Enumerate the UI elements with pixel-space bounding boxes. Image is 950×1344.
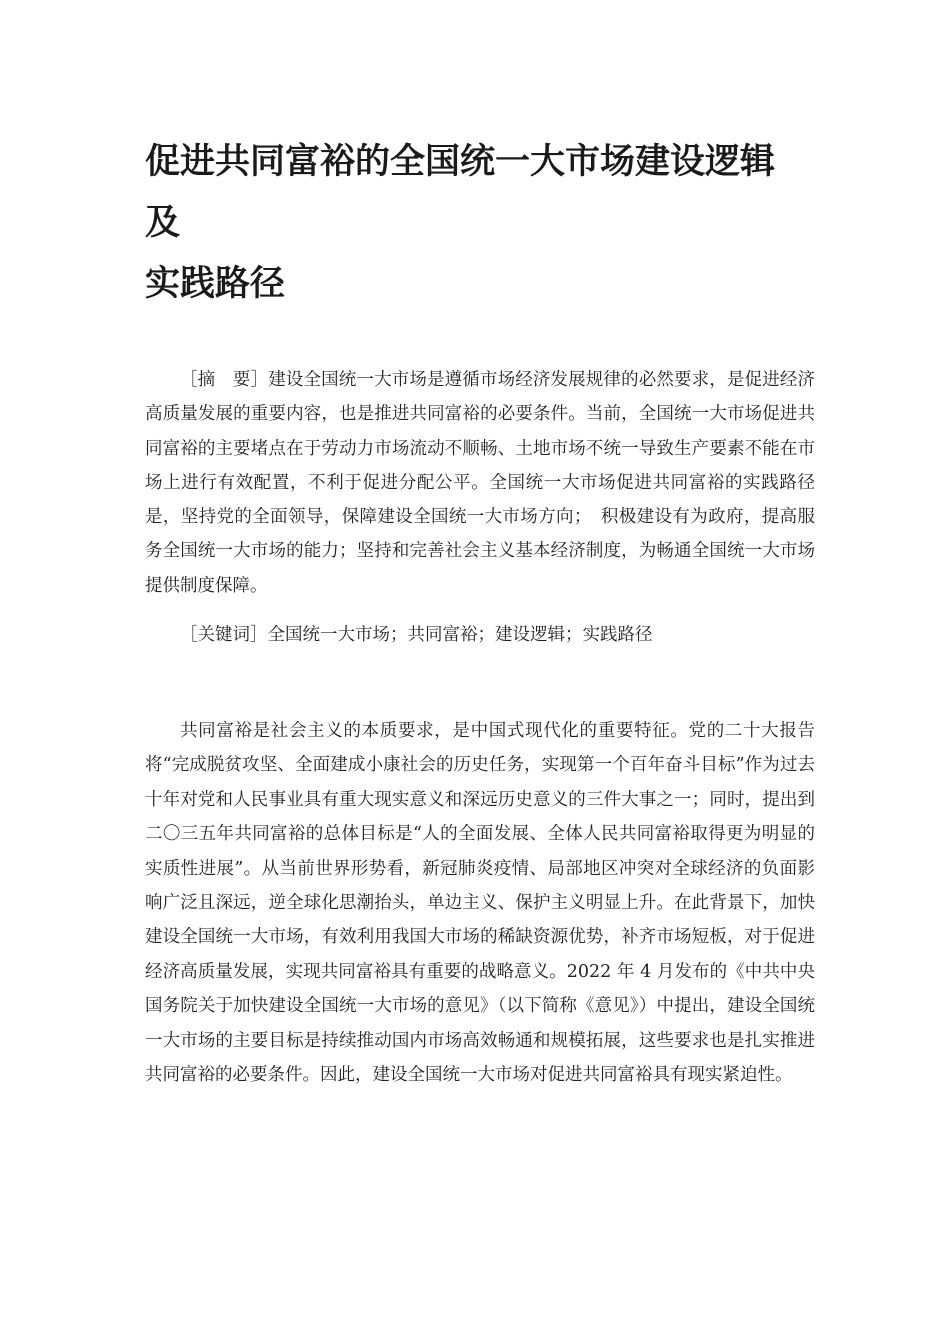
title-line-3: 实践路径 [145, 264, 286, 304]
document-title [145, 132, 825, 315]
title-line-1: 促进共同富裕的全国统一大市场建设逻辑 [145, 142, 776, 182]
abstract-paragraph: ［摘 要］建设全国统一大市场是遵循市场经济发展规律的必然要求，是促进经济高质量发展的重要内容，也是推进共同富裕的必要条件。当前，全国统一大市场促进共同富裕的主要堵点在于劳动力市场流动不顺畅、土地市场不统一导致生产要素不能在市场上进行有效配置，不利于促进分配公平。全国统一大市场促进共同富裕的实践路径是，坚持党的全面领导，保障建设全国统一大市场方向； 积极建设有为政府，提高服务全国统一大市场的能力；坚持和完善社会主义基本经济制度，为畅通全国统一大市场提供制度保障。 [145, 370, 815, 596]
keywords-paragraph: ［关键词］全国统一大市场；共同富裕；建设逻辑；实践路径 [180, 625, 653, 645]
title-line-2: 及 [145, 203, 181, 243]
intro-paragraph: 共同富裕是社会主义的本质要求，是中国式现代化的重要特征。党的二十大报告将“完成脱贫攻坚、全面建成小康社会的历史任务，实现第一个百年奋斗目标”作为过去十年对党和人民事业具有重大现实意义和深远历史意义的三件大事之一；同时，提出到二〇三五年共同富裕的总体目标是“人的全面发展、全体人民共同富裕取得更为明显的实质性进展”。从当前世界形势看，新冠肺炎疫情、局部地区冲突对全球经济的负面影响广泛且深远，逆全球化思潮抬头，单边主义、保护主义明显上升。在此背景下，加快建设全国统一大市场，有效利用我国大市场的稀缺资源优势，补齐市场短板，对于促进经济高质量发展，实现共同富裕具有重要的战略意义。2022 年 4 月发布的《中共中央 国务院关于加快建设全国统一大市场的意见》（以下简称《意见》）中提出，建设全国统一大市场的主要目标是持续推动国内市场高效畅通和规模拓展，这些要求也是扎实推进共同富裕的必要条件。因此，建设全国统一大市场对促进共同富裕具有现实紧迫性。 [145, 721, 815, 1086]
